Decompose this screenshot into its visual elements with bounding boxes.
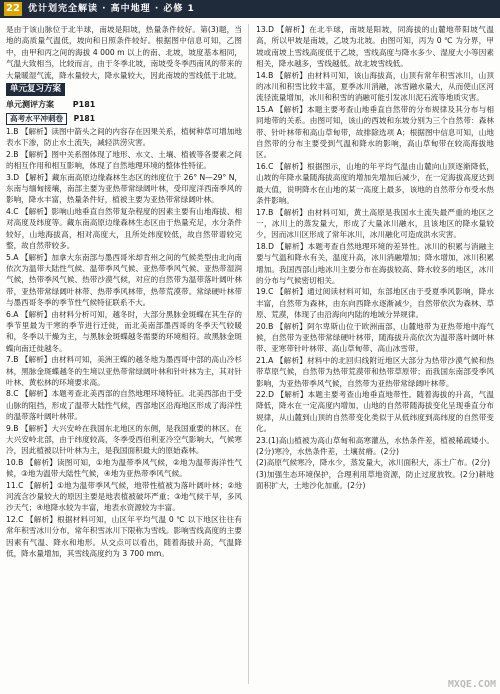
intro-paragraph: 是由于该山脉位于北半球，南坡是阳坡，热量条件较好。第(3)题，当地的高质量气温低，坡向和日照条件较好。根据图中信息可知，乙图中，由甲和丙之间的海拔 4 000 m 以上的南、北坡，坡度基本相同，气温大致相当，比较而言，由于冬季北坡，南坡受冬季西南风的带来的大量暖湿气流，降水量较大，降水量较大，因此南坡的雪线低于北坡。 xyxy=(6,25,242,80)
subheading-label: 单元测评方案 xyxy=(6,100,54,110)
left-answer-list xyxy=(6,126,242,559)
section-title: 单元复习方案 xyxy=(6,83,65,96)
answer-item: 3.D 【解析】藏东南高原边缘森林生态区的纬度位于 26° N—29° N，东南与缅甸接壤，南部主要为亚热带常绿阔叶林，受印度洋西南季风的影响，降水丰富，热量条件好，植被主要为亚热带常绿阔叶林。 xyxy=(6,172,242,205)
column-divider xyxy=(248,24,249,684)
answer-item: 12.C 【解析】根据材料可知，山区年平均气温 0 ℃ 以下地区往往有常年积雪冰川分布，常年积雪冰川下限称为雪线。影响雪线高度的主要因素有气温、降水和地形。从交点可以看出，随着海拔升高，气温降低，降水量增加，其雪线高度约为 3 700 mm。 xyxy=(6,514,242,559)
subheading-page: P181 xyxy=(72,100,96,110)
answer-item: 15.A 【解析】本题主要考查山地垂直自然带的分布规律及其分布与相同地带的关系。由图可知，该山的西坡和东坡分别为三个自然带：森林带、针叶林带和高山草甸带，故排除选项 A；根据图中信息可知，山地自然带的分布主要受到气温和降水的影响，高山草甸带在较高海拔地区。 xyxy=(256,104,494,160)
right-answer-list xyxy=(256,24,494,492)
page-header xyxy=(0,0,500,18)
answer-item: 8.C 【解析】本题考查北美西部的自然地理环境特征。北美西部由于受山脉的阻挡，形成了温带大陆性气候，西部地区沿海地区形成了海洋性的温带落叶阔叶林带。 xyxy=(6,389,242,422)
answer-item: 22.D 【解析】本题主要考查山地垂直地带性。随着海拔的升高，气温降低，降水在一定高度内增加，山地的自然带随海拔变化呈现垂直分布规律，从山麓到山顶的自然带变化类似于从低纬度到高纬度的自然带变化。 xyxy=(256,390,494,434)
answer-item: 21.A 【解析】材料中的北回归线附近地区大部分为热带沙漠气候和热带草原气候，自然带为热带荒漠带和热带草原带；而我国东南部受季风影响，为亚热带季风气候，自然带为亚热带常绿阔叶林带。 xyxy=(256,355,494,388)
subheading-exam xyxy=(6,112,242,126)
book-title: 优计划完全解读 · 高中地理 · 必修 1 xyxy=(28,4,195,14)
answer-item: 14.B 【解析】由材料可知，该山海拔高，山顶有常年积雪冰川，山顶的冰川和积雪比较丰富，夏季冰川消融，冰雪融水量大，从而使山区河流径流量增加，冰川和积雪的消融可能引发冰川泥石流等地质灾害。 xyxy=(256,70,494,103)
answer-item: 7.B 【解析】由材料可知，美洲王蝶的越冬地为墨西哥中部的高山冷杉林，黑脉金斑蝶越冬的生境以亚热带常绿阔叶林和针叶林为主，其对针叶林、黄松林的环境要求高。 xyxy=(6,355,242,387)
answer-item: (3)加强生态环境保护，合理利用草地资源，防止过度放牧。(2分)耕地面积扩大，土地沙化加重。(2分) xyxy=(256,469,494,491)
right-column xyxy=(256,24,494,692)
answer-item: 4.C 【解析】影响山地垂直自然带复杂程度的因素主要有山地海拔、相对高度及纬度等。藏东南高原边缘森林生态区由于热量充足，水分条件较好，山地海拔高，相对高度大，且所处纬度较低，故自然带谱较完整，故自然带较多。 xyxy=(6,206,242,251)
page-number: 22 xyxy=(4,2,22,16)
answer-item: 17.B 【解析】由材料可知，黄土高原是我国水土流失最严重的地区之一，冰川上的蒸发量大，形成了大量冰川融水，且该地区的降水量较少，因而冰川区形成了常年冰川，冰川融化可造成洪水灾害。 xyxy=(256,207,494,240)
answer-item: 2.B 【解析】图中关系图体现了地形、水文、土壤、植被等各要素之间的相互作用和相互影响，体现了自然地理环境的整体性特征。 xyxy=(6,149,242,171)
answer-item: 9.B 【解析】大兴安岭在我国东北地区的东侧，是我国重要的林区。在大兴安岭北部，由于纬度较高，冬季受西伯利亚冷空气影响大，气候寒冷，因此植被以针叶林为主，是我国面积最大的原始森林。 xyxy=(6,423,242,456)
answer-item: 16.C 【解析】根据图示，山地的年平均气温由山麓向山顶逐渐降低，山坡的年降水量随海拔高度的增加先增加后减少，在一定海拔高度达到最大值，说明降水在山地的某一高度上最多，该地的自然带分布受水热条件影响。 xyxy=(256,161,494,206)
answer-item: (2)高原气候寒冷，降水少，蒸发量大，冰川面积大，冻土广布。(2分) xyxy=(256,458,491,468)
exam-page: P181 xyxy=(73,114,95,124)
exam-tag: 高考水平冲刺卷 xyxy=(6,113,67,125)
answer-item: 5.A 【解析】加拿大东南部与墨西哥米却肯州之间的气候类型由北向南依次为温带大陆性气候、温带季风气候、亚热带季风气候、亚热带湿润气候，热带季风气候、热带沙漠气候，对应的自然带为温带落叶阔叶林带，亚热带常绿阔叶林带、热带季风林带，热带荒漠带。常绿硬叶林带与墨西哥冬季的季节性气候特征联系不大。 xyxy=(6,252,242,308)
subheading-unit-test xyxy=(6,99,242,111)
answer-item: 23.(1)高山植被为高山草甸和高寒灌丛，水热条件差，植被稀疏矮小。(2分)寒冷，水热条件差，土壤贫瘠。(2分) xyxy=(256,435,494,457)
answer-item: 13.D 【解析】在北半球，南坡是阳坡，同海拔的山麓地带阳坡气温高，所以甲坡是南坡，乙坡为北坡。由图可知，丙为 0 ℃ 为分界，甲坡或南坡上雪线高度低于乙坡，雪线高度与降水多少、湿度大小等因素相关，降水越多，雪线越低。故北坡雪线低。 xyxy=(256,25,494,69)
answer-item: 18.D 【解析】本题考查自然地理环境的差异性。冰川的积累与消融主要与气温和降水有关，温度升高，冰川消融增加；降水增加，冰川积累增加。我国西部山地冰川主要分布在海拔较高、降水较多的地区，冰川的分布与气候密切相关。 xyxy=(256,241,494,285)
answer-item: 1.B 【解析】读图中箭头之间的内容存在因果关系，植树种草可增加地表水下渗，防止水土流失，减轻洪涝灾害。 xyxy=(6,127,242,148)
left-column xyxy=(6,24,242,692)
answer-item: 20.B 【解析】阿尔卑斯山位于欧洲南部，山麓地带为亚热带地中海气候，自然带为亚热带常绿硬叶林带，随海拔升高依次为温带落叶阔叶林带、亚寒带针叶林带、高山草甸带、高山冰雪带。 xyxy=(256,321,494,354)
answer-item: 11.C 【解析】①地为温带季风气候，地带性植被为落叶阔叶林；②地河流含沙量较大的原因主要是地表植被破坏严重；③地气候干旱，多风沙天气；④地降水较为丰富，地表水资源较为丰富。 xyxy=(6,480,242,513)
watermark: MXQE.COM xyxy=(447,679,496,690)
answer-item: 19.C 【解析】通过阅读材料可知，东部地区由于受夏季风影响，降水丰富，自然带为森林，由东向西降水逐渐减少，自然带依次为森林、草原、荒漠，体现了由沿海向内陆的地域分异规律。 xyxy=(256,287,494,320)
answer-item: 6.A 【解析】由材料分析可知，越冬时，大部分黑脉金斑蝶在其生存的季节里最为干寒的季节进行迁徙，而北美南部墨西哥的冬季天气较暖和，冬季以干燥为主，与黑脉金斑蝶越冬需要的环境相符。故黑脉金斑蝶向南迁徙越冬。 xyxy=(6,309,242,353)
answer-item: 10.B 【解析】读图可知，①地为温带季风气候，②地为温带海洋性气候，③地为温带大陆性气候，④地为亚热带季风气候。 xyxy=(6,457,242,479)
